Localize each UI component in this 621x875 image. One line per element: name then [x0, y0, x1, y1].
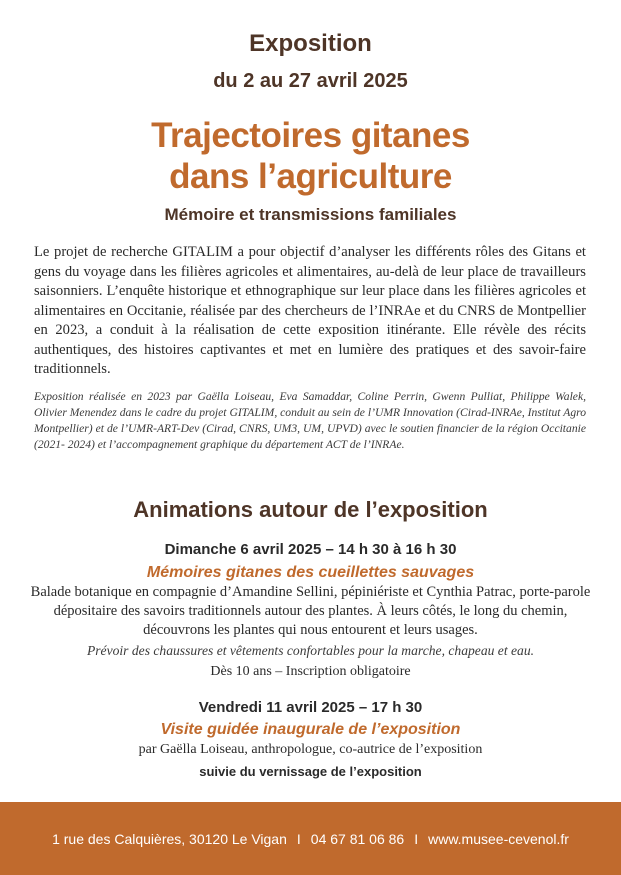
- event-2-name: Visite guidée inaugurale de l’exposition: [160, 721, 461, 738]
- title-line-2: dans l’agriculture: [169, 157, 452, 196]
- footer-address: 1 rue des Calquières, 30120 Le Vigan: [52, 830, 287, 847]
- exposition-subtitle: Mémoire et transmissions familiales: [164, 205, 457, 224]
- exposition-title: [0, 115, 621, 197]
- footer-separator: I: [414, 830, 419, 847]
- animations-heading: Animations autour de l’exposition: [133, 497, 488, 522]
- event-2-description: par Gaëlla Loiseau, anthropologue, co-autrice de l’exposition: [138, 742, 483, 757]
- footer-bar: [0, 802, 621, 875]
- event-2-info: suivie du vernissage de l’exposition: [199, 764, 422, 779]
- event-1-info: Dès 10 ans – Inscription obligatoire: [210, 664, 411, 679]
- exposition-label: Exposition: [249, 30, 372, 57]
- footer-website-link[interactable]: www.musee-cevenol.fr: [428, 830, 569, 847]
- event-1-name: Mémoires gitanes des cueillettes sauvages: [146, 564, 475, 581]
- credits-paragraph: Exposition réalisée en 2023 par Gaëlla Loiseau, Eva Samaddar, Coline Perrin, Gwenn Pulliat, Philippe Walek, Olivier Menendez dans le cadre du projet GITALIM, conduit au sein de l’UMR Innovation (Cirad-INRAe, Institut Agro Montpellier) et de l’UMR-ART-Dev (Cirad, CNRS, UM3, UM, UPVD) avec le soutien financier de la région Occitanie (2021- 2024) et l’accompagnement graphique du département ACT de l’INRAe.: [34, 390, 586, 451]
- event-1-description: Balade botanique en compagnie d’Amandine Sellini, pépiniériste et Cynthia Patrac, porte-parole dépositaire des savoirs traditionnels autour des plantes. À leurs côtés, le long du chemin, découvrons les plantes qui nous entourent et leurs usages.: [30, 584, 591, 638]
- footer-separator: I: [296, 830, 301, 847]
- footer-phone[interactable]: 04 67 81 06 86: [310, 830, 405, 847]
- event-2-date: Vendredi 11 avril 2025 – 17 h 30: [198, 699, 423, 716]
- title-line-1: Trajectoires gitanes: [151, 116, 470, 155]
- exposition-dates: du 2 au 27 avril 2025: [213, 70, 408, 92]
- intro-paragraph: Le projet de recherche GITALIM a pour objectif d’analyser les différents rôles des Gitans et gens du voyage dans les filières agricoles et alimentaires, au-delà de leur place de travailleurs saisonniers. L’enquête historique et ethnographique sur leur place dans les filières agricoles et alimentaires en Occitanie, réalisée par des chercheurs de l’INRAe et du CNRS de Montpellier en 2023, a conduit à la réalisation de cette exposition itinérante. Elle révèle des récits authentiques, des histoires captivantes et met en lumière des pratiques et des savoir-faire traditionnels.: [34, 244, 586, 377]
- event-1-date: Dimanche 6 avril 2025 – 14 h 30 à 16 h 30: [164, 541, 457, 558]
- event-1-note: Prévoir des chaussures et vêtements confortables pour la marche, chapeau et eau.: [86, 643, 535, 658]
